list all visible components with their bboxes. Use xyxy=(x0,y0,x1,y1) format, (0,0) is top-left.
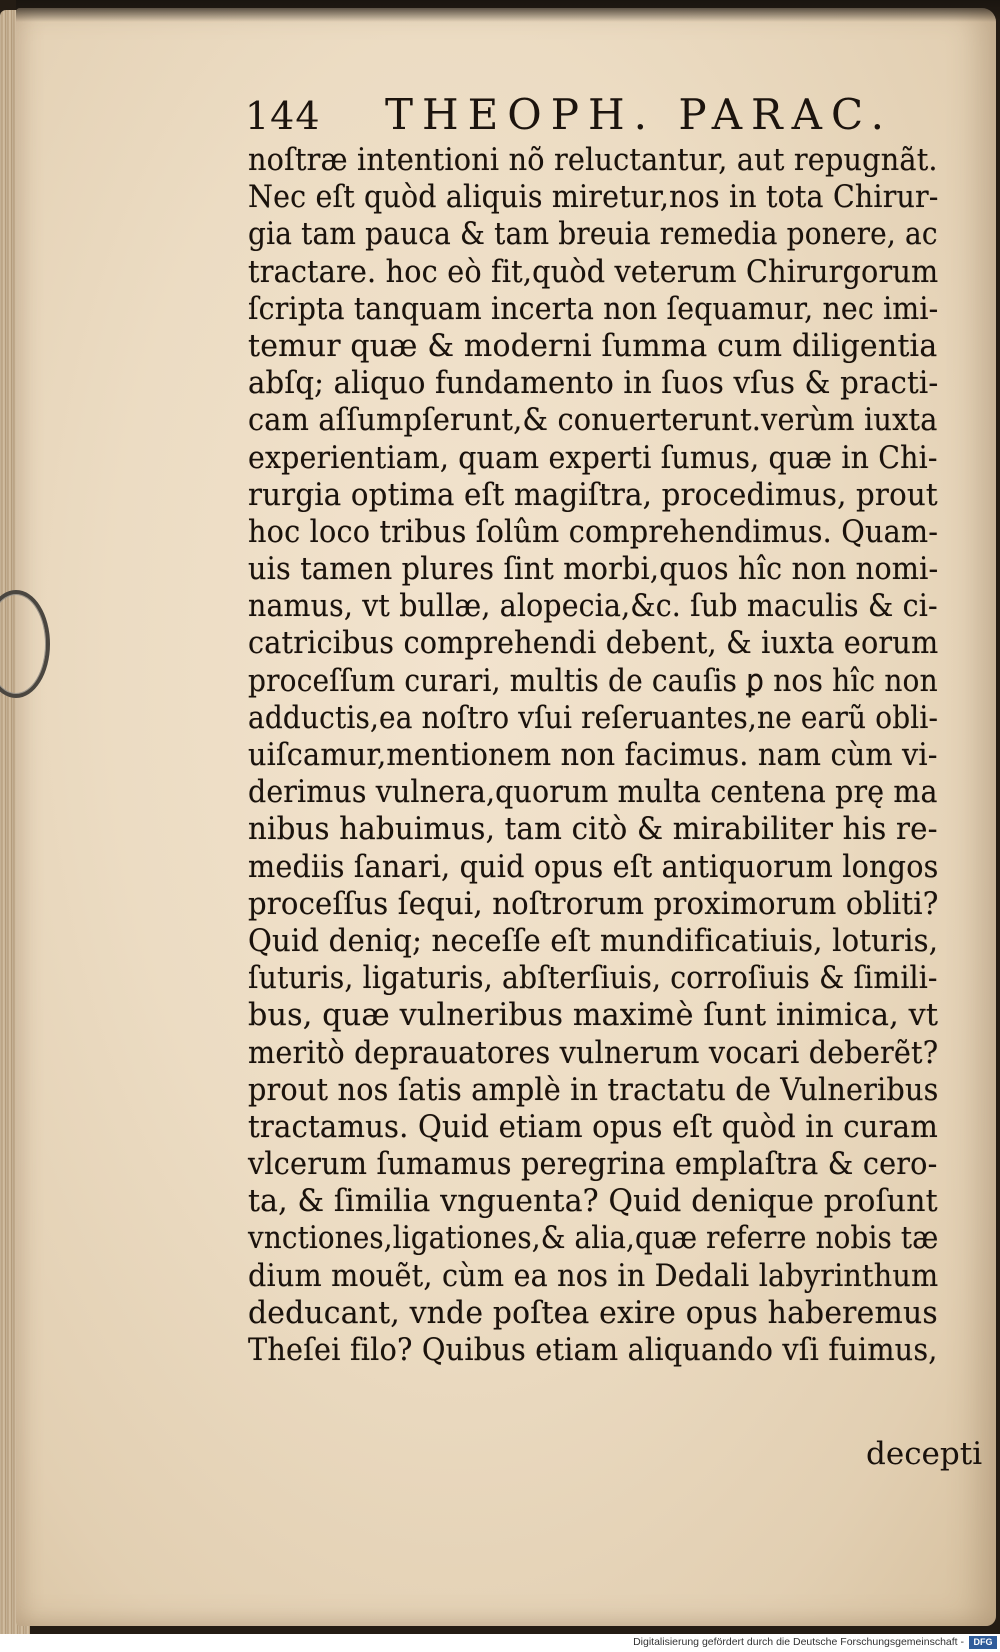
text-line: cam aſſumpſerunt,& conuerterunt.verùm iuxta xyxy=(248,402,938,439)
page-number: 144 xyxy=(245,94,321,138)
digitization-credit: Digitalisierung gefördert durch die Deutsche Forschungsgemeinschaft - xyxy=(633,1636,964,1648)
text-line: tractare. hoc eò fit,quòd veterum Chirurgorum xyxy=(248,253,939,290)
page-header xyxy=(245,88,893,139)
text-line: ſuturis, ligaturis, abſterſiuis, corroſiuis & ſimili- xyxy=(248,960,938,997)
text-line: adductis,ea noſtro vſui reſeruantes,ne earũ obli- xyxy=(248,699,939,736)
text-line: deducant, vnde poſtea exire opus haberemus xyxy=(248,1294,938,1331)
text-line: prout nos ſatis amplè in tractatu de Vulneribus xyxy=(248,1071,939,1108)
text-line: temur quæ & moderni ſumma cum diligentia xyxy=(248,327,938,364)
text-line: derimus vulnera,quorum multa centena prę ma xyxy=(248,774,938,811)
dfg-logo: DFG xyxy=(969,1636,997,1649)
text-line: proceſſum curari, multis de cauſis ꝑ nos hîc non xyxy=(248,662,938,699)
text-line: namus, vt bullæ, alopecia,&c. ſub maculis & ci- xyxy=(248,588,938,625)
text-line: vnctiones,ligationes,& alia,quæ referre nobis tæ xyxy=(248,1220,939,1257)
text-line: noſtræ intentioni nõ reluctantur, aut repugnãt. xyxy=(248,142,938,178)
text-line: catricibus comprehendi debent, & iuxta eorum xyxy=(248,625,939,662)
text-line: ſcripta tanquam incerta non ſequamur, nec imi- xyxy=(248,290,939,327)
top-shadow xyxy=(16,0,1000,22)
body-text xyxy=(248,142,948,1369)
text-line: Nec eſt quòd aliquis miretur,nos in tota Chirur- xyxy=(248,179,939,216)
text-line: hoc loco tribus ſolûm comprehendimus. Quam- xyxy=(248,513,939,550)
text-line: bus, quæ vulneribus maximè ſunt inimica, vt xyxy=(248,997,939,1034)
text-line: rurgia optima eſt magiſtra, procedimus, prout xyxy=(248,476,938,513)
text-line: tractamus. Quid etiam opus eſt quòd in curam xyxy=(248,1108,938,1145)
text-line: nibus habuimus, tam citò & mirabiliter his re- xyxy=(248,811,938,848)
text-line: mediis ſanari, quid opus eſt antiquorum longos xyxy=(248,848,939,885)
text-line: experientiam, quam experti ſumus, quæ in Chi- xyxy=(248,439,938,476)
text-line: vlcerum ſumamus peregrina emplaſtra & cero- xyxy=(248,1146,938,1183)
text-line: dium mouẽt, cùm ea nos in Dedali labyrinthum xyxy=(248,1257,939,1294)
catchword: decepti xyxy=(866,1436,983,1472)
text-line: abſq; aliquo fundamento in ſuos vſus & practi- xyxy=(248,365,939,402)
text-line: uiſcamur,mentionem non facimus. nam cùm vi- xyxy=(248,737,938,773)
text-line: meritò deprauatores vulnerum vocari deberẽt? xyxy=(248,1034,939,1071)
text-line: gia tam pauca & tam breuia remedia ponere, ac xyxy=(248,216,938,253)
text-line: uis tamen plures ſint morbi,quos hîc non nomi- xyxy=(248,551,939,588)
text-line: proceſſus ſequi, noſtrorum proximorum obliti? xyxy=(248,885,939,922)
text-line: ta, & ſimilia vnguenta? Quid denique proſunt xyxy=(248,1183,938,1220)
text-line: Quid deniq; neceſſe eſt mundificatiuis, loturis, xyxy=(248,922,939,959)
text-line: Theſei filo? Quibus etiam aliquando vſi fuimus, xyxy=(248,1332,938,1368)
running-title: THEOPH. PARAC. xyxy=(385,90,893,139)
